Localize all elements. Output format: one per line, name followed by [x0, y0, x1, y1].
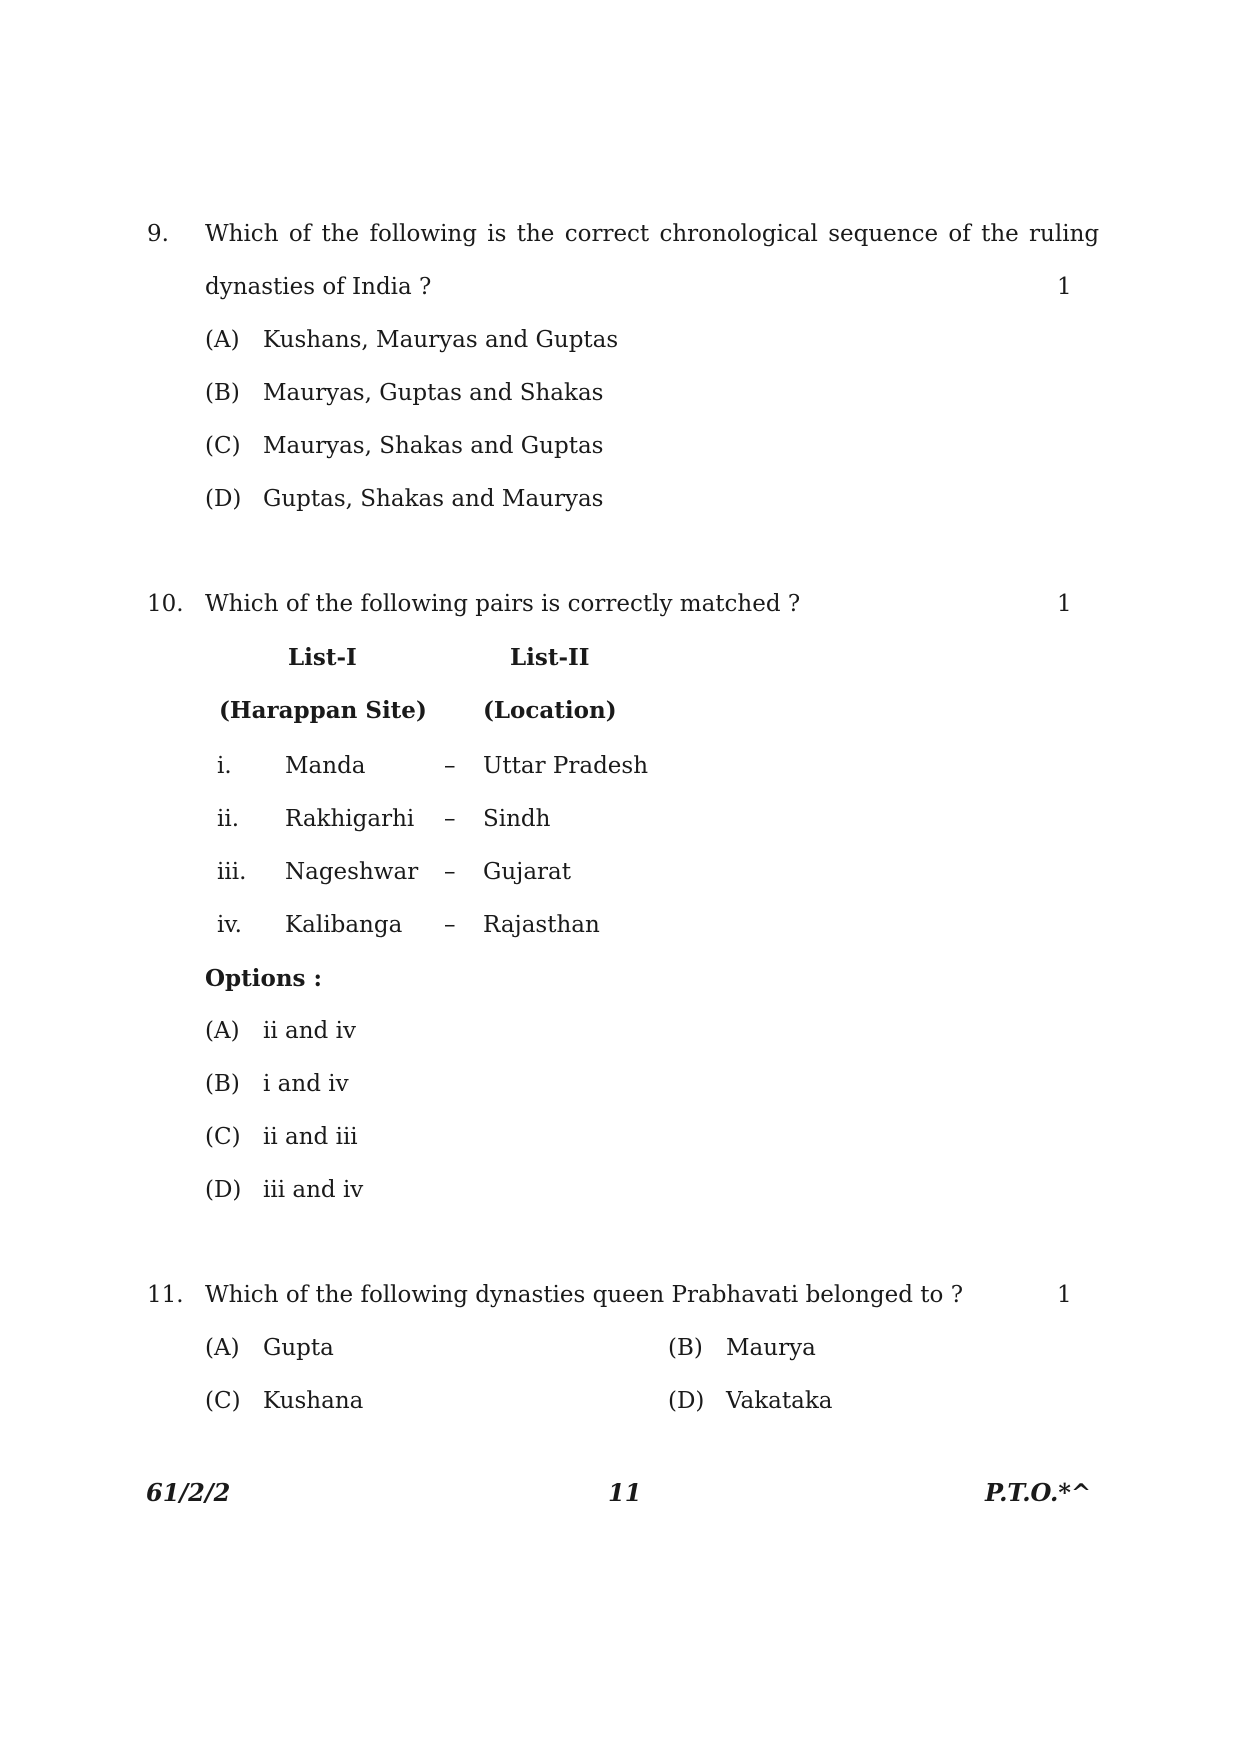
option-label: (D) — [668, 1388, 705, 1414]
pair-location: Gujarat — [483, 859, 571, 885]
option-text: Gupta — [263, 1335, 334, 1361]
pair-dash: – — [444, 806, 456, 832]
question-text: Which of the following is the correct chronological sequence of the ruling — [205, 221, 1100, 247]
pair-location: Uttar Pradesh — [483, 753, 649, 779]
pair-numeral: iv. — [217, 912, 242, 938]
pair-location: Rajasthan — [483, 912, 600, 938]
question-marks: 1 — [1057, 1282, 1072, 1308]
pair-numeral: iii. — [217, 859, 247, 885]
option-text: i and iv — [263, 1071, 349, 1097]
pair-dash: – — [444, 753, 456, 779]
option-label: (B) — [205, 1071, 240, 1097]
option-text: ii and iii — [263, 1124, 358, 1150]
list2-subheading: (Location) — [483, 697, 617, 724]
page-number: 11 — [608, 1478, 642, 1507]
option-label: (A) — [205, 327, 240, 353]
option-label: (C) — [205, 1388, 241, 1414]
pair-dash: – — [444, 912, 456, 938]
pair-site: Rakhigarhi — [285, 806, 415, 832]
question-number: 10. — [147, 591, 184, 617]
option-label: (D) — [205, 1177, 242, 1203]
list1-subheading: (Harappan Site) — [219, 697, 427, 724]
option-label: (B) — [668, 1335, 703, 1361]
option-text: Mauryas, Guptas and Shakas — [263, 380, 604, 406]
option-label: (A) — [205, 1018, 240, 1044]
option-label: (B) — [205, 380, 240, 406]
option-text: Kushans, Mauryas and Guptas — [263, 327, 619, 353]
pair-location: Sindh — [483, 806, 551, 832]
question-text: Which of the following dynasties queen Prabhavati belonged to ? — [205, 1282, 964, 1308]
pair-numeral: ii. — [217, 806, 240, 832]
option-label: (C) — [205, 433, 241, 459]
options-heading: Options : — [205, 965, 322, 992]
option-text: ii and iv — [263, 1018, 356, 1044]
option-text: Guptas, Shakas and Mauryas — [263, 486, 604, 512]
list2-heading: List-II — [510, 644, 590, 671]
option-text: Vakataka — [726, 1388, 833, 1414]
pair-dash: – — [444, 859, 456, 885]
option-text: iii and iv — [263, 1177, 364, 1203]
question-marks: 1 — [1057, 591, 1072, 617]
pair-site: Manda — [285, 753, 366, 779]
option-label: (A) — [205, 1335, 240, 1361]
question-text-continued: dynasties of India ? — [205, 274, 432, 300]
option-label: (C) — [205, 1124, 241, 1150]
question-marks: 1 — [1057, 274, 1072, 300]
list1-heading: List-I — [288, 644, 357, 671]
option-text: Maurya — [726, 1335, 816, 1361]
pair-site: Kalibanga — [285, 912, 403, 938]
option-text: Mauryas, Shakas and Guptas — [263, 433, 604, 459]
please-turn-over: P.T.O.*^ — [985, 1478, 1092, 1507]
paper-code: 61/2/2 — [146, 1478, 231, 1507]
question-number: 11. — [147, 1282, 184, 1308]
question-text: Which of the following pairs is correctly matched ? — [205, 591, 801, 617]
option-label: (D) — [205, 486, 242, 512]
option-text: Kushana — [263, 1388, 364, 1414]
pair-numeral: i. — [217, 753, 232, 779]
pair-site: Nageshwar — [285, 859, 419, 885]
question-number: 9. — [147, 221, 169, 247]
